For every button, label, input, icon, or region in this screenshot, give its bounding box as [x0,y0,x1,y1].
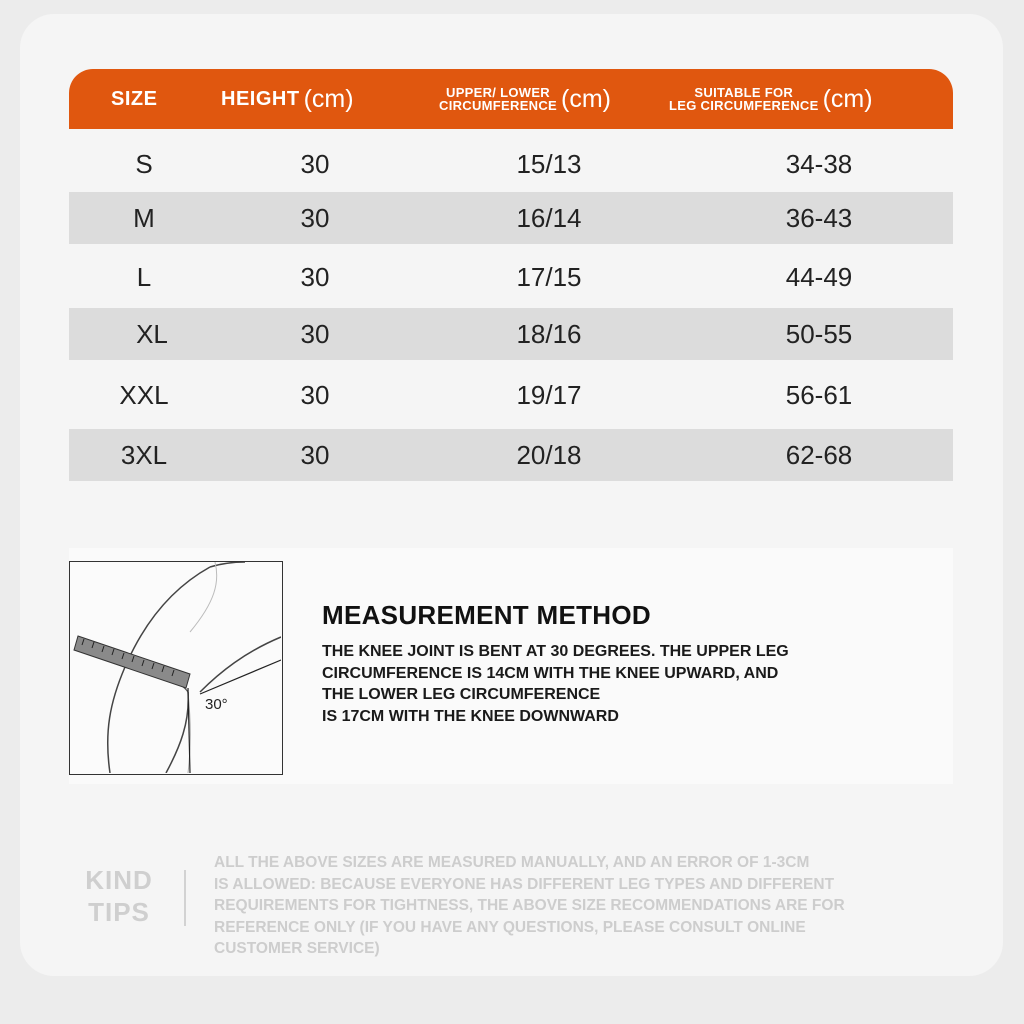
cell-leg: 62-68 [785,439,853,470]
cell-height: 30 [300,202,330,233]
tips-divider [184,870,186,926]
angle-label: 30° [205,696,228,713]
cell-size: M [133,202,155,233]
cell-height: 30 [300,261,330,292]
size-table-header [69,69,953,129]
method-title: MEASUREMENT METHOD [322,600,651,630]
cell-size: L [136,261,152,292]
kind-tips-label: KIND TIPS [85,865,153,927]
table-row [69,308,953,360]
cell-size: XXL [119,379,169,410]
cell-circumference: 17/15 [516,261,582,292]
table-row [69,192,953,244]
header-size: SIZE [111,87,158,110]
cell-circumference: 15/13 [516,148,582,179]
cell-height: 30 [300,439,330,470]
cell-size: 3XL [120,439,168,470]
cell-height: 30 [300,148,330,179]
header-height: HEIGHT (cm) [221,84,354,113]
header-circumference: UPPER/ LOWER CIRCUMFERENCE (cm) [439,84,611,113]
cell-circumference: 20/18 [516,439,582,470]
cell-circumference: 19/17 [516,379,582,410]
table-row [69,138,953,190]
cell-size: XL [136,318,168,349]
table-row [69,251,953,303]
cell-leg: 36-43 [785,202,853,233]
cell-leg: 34-38 [785,148,853,179]
cell-leg: 50-55 [785,318,853,349]
cell-circumference: 16/14 [516,202,582,233]
header-leg-circumference: SUITABLE FOR LEG CIRCUMFERENCE (cm) [669,84,873,113]
cell-size: S [135,148,153,179]
tips-text: ALL THE ABOVE SIZES ARE MEASURED MANUALLY, AND AN ERROR OF 1-3CM IS ALLOWED: BECAUSE EVERYONE HAS DIFFERENT LEG TYPES AND DIFFERENT REQUIREMENTS FOR TIGHTNESS, THE ABOVE SIZE RECOMMENDATIONS ARE FOR REFERENCE ONLY (IF YOU HAVE ANY QUESTIONS, PLEASE CONSULT ONLINE CUSTOMER SERVICE) [214,854,845,957]
cell-height: 30 [300,318,330,349]
knee-measurement-illustration [69,561,283,775]
method-description: THE KNEE JOINT IS BENT AT 30 DEGREES. THE UPPER LEG CIRCUMFERENCE IS 14CM WITH THE KNEE UPWARD, AND THE LOWER LEG CIRCUMFERENCE IS 17CM WITH THE KNEE DOWNWARD [322,643,789,725]
knee-tape-icon [70,562,281,773]
cell-height: 30 [300,379,330,410]
cell-leg: 44-49 [785,261,853,292]
table-row [69,369,953,421]
cell-circumference: 18/16 [516,318,582,349]
cell-leg: 56-61 [785,379,853,410]
table-row [69,429,953,481]
